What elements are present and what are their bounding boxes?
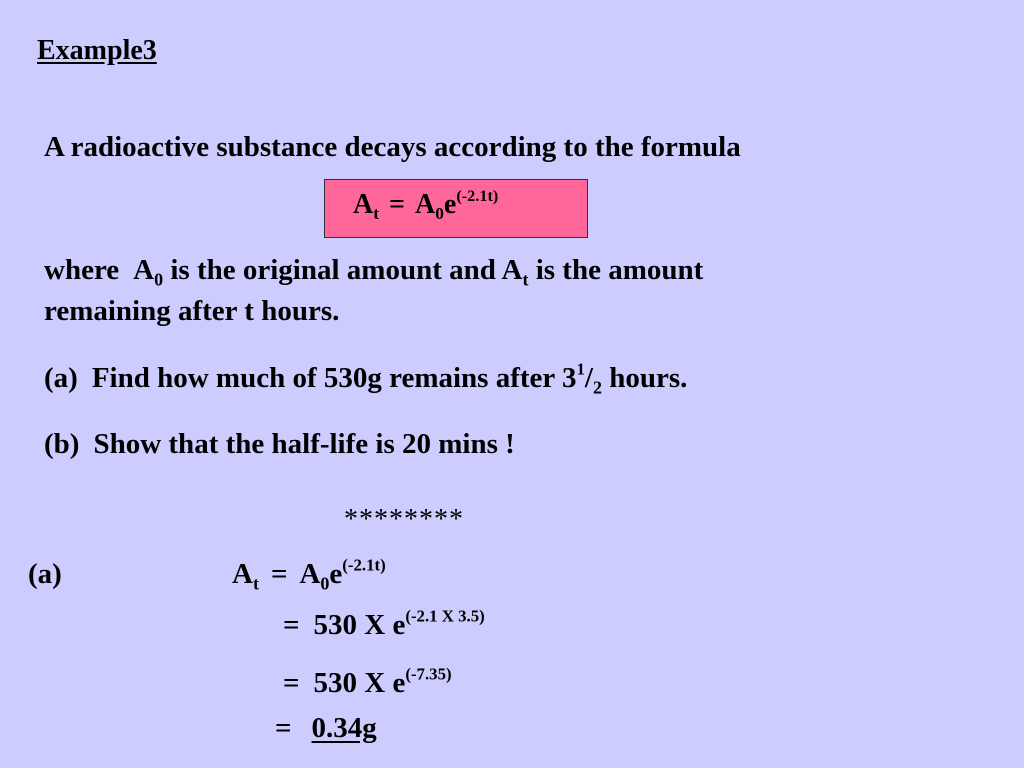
solution-result: 0.34g (311, 712, 377, 744)
formula-rhs-base: A (414, 189, 436, 220)
question-a-label: (a) (44, 362, 78, 394)
sol3-eq: = (283, 667, 300, 699)
sol1-e: e (329, 558, 343, 590)
question-a-frac-den: 2 (592, 377, 602, 398)
question-b-label: (b) (44, 428, 80, 460)
question-a-frac-slash: / (584, 362, 593, 394)
where-a0-sub: 0 (154, 269, 164, 290)
where-line-2: remaining after t hours. (44, 295, 340, 327)
sol1-lhs: A (232, 558, 253, 590)
where-a0: A (133, 254, 155, 286)
sol3-exp: (-7.35) (405, 664, 452, 684)
sol1-rhs: A (299, 558, 321, 590)
sol1-eq: = (270, 558, 288, 590)
where-word: where (44, 254, 120, 286)
where-at-sub: t (522, 269, 529, 290)
sol1-exp: (-2.1t) (342, 555, 386, 575)
solution-line-1 (232, 555, 386, 594)
question-a-text: Find how much of 530g remains after 3 (91, 362, 577, 394)
sol2-eq: = (283, 609, 300, 641)
sol4-eq: = (275, 712, 292, 744)
solution-label: (a) (28, 558, 62, 590)
question-a-frac-num: 1 (576, 359, 585, 379)
question-b (44, 428, 515, 461)
intro-text: A radioactive substance decays according to the formula (44, 131, 741, 163)
sol2-exp: (-2.1 X 3.5) (405, 606, 485, 626)
solution-line-2 (283, 606, 485, 642)
question-a (44, 359, 688, 398)
question-a-tail: hours. (609, 362, 688, 394)
formula-exponent: (-2.1t) (456, 186, 499, 205)
sol1-lhs-sub: t (252, 573, 259, 594)
sol1-rhs-sub: 0 (320, 573, 330, 594)
formula-eq: = (389, 189, 405, 220)
formula-rhs-sub: 0 (435, 204, 444, 224)
solution-line-3 (283, 664, 452, 700)
where-mid: is the original amount and A (170, 254, 523, 286)
where-end: is the amount (535, 254, 704, 286)
slide-title: Example3 (37, 35, 157, 66)
sol3-text: 530 X e (313, 667, 406, 699)
solution-line-4 (275, 712, 377, 745)
decay-formula (353, 186, 499, 224)
question-b-text: Show that the half-life is 20 mins ! (93, 428, 515, 460)
formula-e: e (443, 189, 457, 220)
where-line-1 (44, 254, 704, 290)
separator: ******** (344, 504, 464, 535)
formula-lhs: A (353, 189, 374, 220)
formula-lhs-sub: t (373, 204, 380, 224)
sol2-text: 530 X e (313, 609, 406, 641)
